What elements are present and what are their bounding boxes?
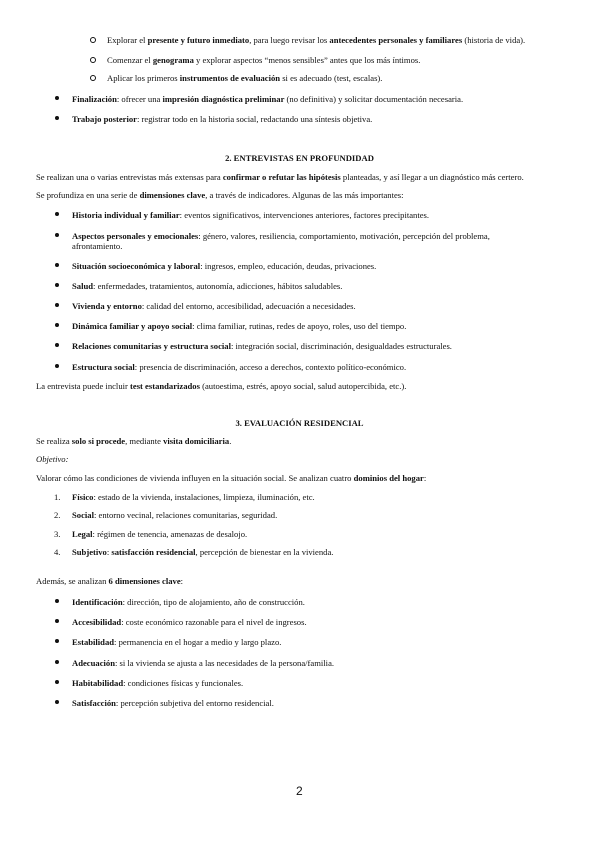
list-item: Situación socioeconómica y laboral: ingresos, empleo, educación, deudas, privaciones. xyxy=(72,261,377,271)
bullet-icon xyxy=(55,323,59,327)
list-item: Historia individual y familiar: eventos significativos, intervenciones anteriores, factores precipitantes. xyxy=(72,210,430,220)
bullet-icon xyxy=(55,660,59,664)
bullet-icon xyxy=(55,212,59,216)
bullet-icon xyxy=(55,700,59,704)
list-item: Aspectos personales y emocionales: género, valores, resiliencia, comportamiento, motivación, percepción del problema, xyxy=(72,231,490,241)
bullet-icon xyxy=(55,263,59,267)
list-item: Satisfacción: percepción subjetiva del entorno residencial. xyxy=(72,698,274,708)
paragraph: La entrevista puede incluir test estandarizados (autoestima, estrés, apoyo social, salud autopercibida, etc.). xyxy=(36,381,407,391)
list-item: Dinámica familiar y apoyo social: clima familiar, rutinas, redes de apoyo, roles, uso del tiempo. xyxy=(72,321,407,331)
list-number: 4. xyxy=(54,547,61,557)
list-item-continuation: afrontamiento. xyxy=(72,241,123,251)
list-item: Vivienda y entorno: calidad del entorno, accesibilidad, adecuación a necesidades. xyxy=(72,301,356,311)
list-item: Estructura social: presencia de discriminación, acceso a derechos, contexto político-económico. xyxy=(72,362,407,372)
section-heading: 3. EVALUACIÓN RESIDENCIAL xyxy=(235,418,364,428)
list-item: Trabajo posterior: registrar todo en la historia social, redactando una síntesis objetiva. xyxy=(72,114,373,124)
bullet-icon xyxy=(55,599,59,603)
bullet-icon xyxy=(55,96,59,100)
list-item: Adecuación: si la vivienda se ajusta a las necesidades de la persona/familia. xyxy=(72,658,335,668)
numbered-item: Subjetivo: satisfacción residencial, percepción de bienestar en la vivienda. xyxy=(72,547,334,557)
bullet-icon xyxy=(55,619,59,623)
paragraph: Se realizan una o varias entrevistas más extensas para confirmar o refutar las hipótesis planteadas, y así llegar a un diagnóstico más certero. xyxy=(36,172,524,182)
sub-item: Aplicar los primeros instrumentos de evaluación si es adecuado (test, escalas). xyxy=(107,73,383,83)
paragraph: Se profundiza en una serie de dimensiones clave, a través de indicadores. Algunas de las más importantes: xyxy=(36,190,404,200)
paragraph: Se realiza solo si procede, mediante visita domiciliaria. xyxy=(36,436,232,446)
paragraph: Además, se analizan 6 dimensiones clave: xyxy=(36,576,184,586)
list-item: Relaciones comunitarias y estructura social: integración social, discriminación, desigualdades estructurales. xyxy=(72,341,452,351)
bullet-icon xyxy=(55,364,59,368)
list-item: Estabilidad: permanencia en el hogar a medio y largo plazo. xyxy=(72,637,282,647)
sub-item: Explorar el presente y futuro inmediato, para luego revisar los antecedentes personales y familiares (historia de vida). xyxy=(107,35,526,45)
list-item: Habitabilidad: condiciones físicas y funcionales. xyxy=(72,678,244,688)
list-number: 2. xyxy=(54,510,61,520)
numbered-item: Físico: estado de la vivienda, instalaciones, limpieza, iluminación, etc. xyxy=(72,492,315,502)
objective-label: Objetivo: xyxy=(36,454,69,464)
bullet-icon xyxy=(55,233,59,237)
numbered-item: Legal: régimen de tenencia, amenazas de desalojo. xyxy=(72,529,248,539)
bullet-icon xyxy=(55,680,59,684)
list-number: 1. xyxy=(54,492,61,502)
sub-item: Comenzar el genograma y explorar aspectos “menos sensibles” antes que los más íntimos. xyxy=(107,55,421,65)
bullet-icon xyxy=(55,343,59,347)
circle-bullet-icon xyxy=(90,75,96,81)
circle-bullet-icon xyxy=(90,57,96,63)
bullet-icon xyxy=(55,116,59,120)
paragraph: Valorar cómo las condiciones de vivienda influyen en la situación social. Se analizan cuatro dominios del hogar: xyxy=(36,473,427,483)
list-item: Accesibilidad: coste económico razonable para el nivel de ingresos. xyxy=(72,617,307,627)
circle-bullet-icon xyxy=(90,37,96,43)
list-number: 3. xyxy=(54,529,61,539)
numbered-item: Social: entorno vecinal, relaciones comunitarias, seguridad. xyxy=(72,510,278,520)
bullet-icon xyxy=(55,639,59,643)
list-item: Salud: enfermedades, tratamientos, autonomía, adicciones, hábitos saludables. xyxy=(72,281,343,291)
section-heading: 2. ENTREVISTAS EN PROFUNDIDAD xyxy=(225,153,374,163)
page-number: 2 xyxy=(296,784,303,798)
bullet-icon xyxy=(55,303,59,307)
list-item: Finalización: ofrecer una impresión diagnóstica preliminar (no definitiva) y solicitar documentación necesaria. xyxy=(72,94,464,104)
bullet-icon xyxy=(55,283,59,287)
list-item: Identificación: dirección, tipo de alojamiento, año de construcción. xyxy=(72,597,305,607)
